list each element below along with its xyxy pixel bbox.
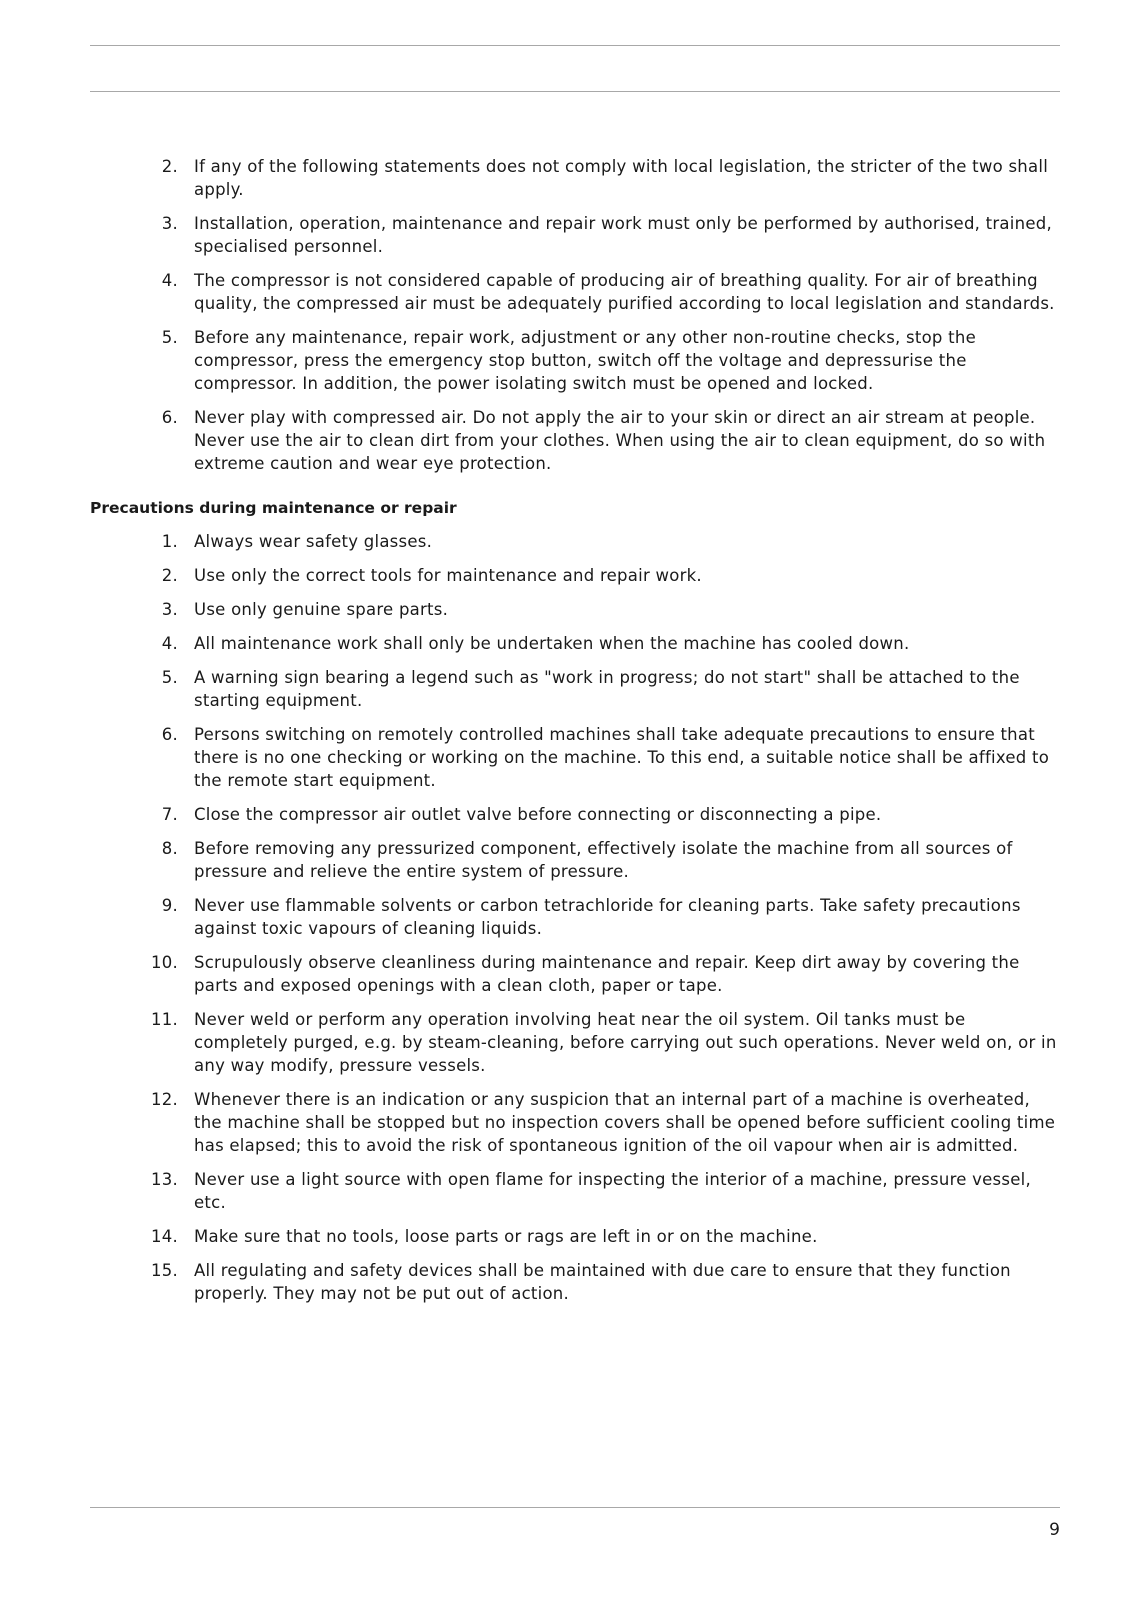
item-text: All maintenance work shall only be undertaken when the machine has cooled down. [194, 634, 910, 653]
item-text: Installation, operation, maintenance and repair work must only be performed by authorised, trained, specialised personnel. [194, 214, 1052, 256]
list-item [90, 1259, 1060, 1305]
item-number: 5. [161, 668, 178, 687]
item-text: If any of the following statements does not comply with local legislation, the stricter of the two shall apply. [194, 157, 1049, 199]
item-text: Close the compressor air outlet valve before connecting or disconnecting a pipe. [194, 805, 882, 824]
list-item [90, 406, 1060, 475]
item-number: 5. [161, 328, 178, 347]
list-item [90, 837, 1060, 883]
page-number: 9 [1049, 1520, 1060, 1540]
item-text: Before removing any pressurized component, effectively isolate the machine from all sources of pressure and relieve the entire system of pressure. [194, 839, 1013, 881]
document-body [90, 155, 1060, 1316]
item-number: 4. [161, 271, 178, 290]
item-text: Persons switching on remotely controlled machines shall take adequate precautions to ensure that there is no one checking or working on the machine. To this end, a suitable notice shall be affixed to the remote start equipment. [194, 725, 1050, 790]
item-text: Never weld or perform any operation involving heat near the oil system. Oil tanks must be completely purged, e.g. by steam-cleaning, before carrying out such operations. Never weld on, or in any way modify, pressure vessels. [194, 1010, 1057, 1075]
item-number: 13. [151, 1170, 178, 1189]
item-number: 3. [161, 214, 178, 233]
item-number: 9. [161, 896, 178, 915]
section-heading: Precautions during maintenance or repair [90, 499, 457, 517]
precautions-list [90, 530, 1060, 1305]
item-text: Use only genuine spare parts. [194, 600, 449, 619]
item-text: Never play with compressed air. Do not apply the air to your skin or direct an air stream at people. Never use the air to clean dirt from your clothes. When using the air to clean equipment, do so with extreme caution and wear eye protection. [194, 408, 1046, 473]
header-rule-top [90, 45, 1060, 46]
list-item [90, 530, 1060, 553]
item-text: Never use flammable solvents or carbon tetrachloride for cleaning parts. Take safety precautions against toxic vapours of cleaning liquids. [194, 896, 1021, 938]
list-item [90, 951, 1060, 997]
list-item [90, 1088, 1060, 1157]
item-number: 15. [151, 1261, 178, 1280]
list-item [90, 326, 1060, 395]
header-rule-bottom [90, 91, 1060, 92]
item-text: The compressor is not considered capable of producing air of breathing quality. For air of breathing quality, the compressed air must be adequately purified according to local legislation and standards. [194, 271, 1055, 313]
list-item [90, 723, 1060, 792]
footer-rule [90, 1507, 1060, 1508]
item-text: Before any maintenance, repair work, adjustment or any other non-routine checks, stop the compressor, press the emergency stop button, switch off the voltage and depressurise the compressor. In addition, the power isolating switch must be opened and locked. [194, 328, 976, 393]
item-number: 7. [161, 805, 178, 824]
item-text: A warning sign bearing a legend such as "work in progress; do not start" shall be attached to the starting equipment. [194, 668, 1020, 710]
list-item [90, 1168, 1060, 1214]
list-item [90, 155, 1060, 201]
item-number: 12. [151, 1090, 178, 1109]
item-number: 3. [161, 600, 178, 619]
item-number: 4. [161, 634, 178, 653]
item-number: 2. [161, 157, 178, 176]
list-item [90, 564, 1060, 587]
item-text: Always wear safety glasses. [194, 532, 433, 551]
item-number: 8. [161, 839, 178, 858]
item-text: All regulating and safety devices shall be maintained with due care to ensure that they function properly. They may not be put out of action. [194, 1261, 1011, 1303]
list-item [90, 212, 1060, 258]
item-number: 10. [151, 953, 178, 972]
intro-list [90, 155, 1060, 475]
item-number: 2. [161, 566, 178, 585]
item-number: 1. [161, 532, 178, 551]
list-item [90, 803, 1060, 826]
item-number: 14. [151, 1227, 178, 1246]
list-item [90, 269, 1060, 315]
item-number: 11. [151, 1010, 178, 1029]
list-item [90, 1225, 1060, 1248]
list-item [90, 894, 1060, 940]
item-text: Scrupulously observe cleanliness during maintenance and repair. Keep dirt away by covering the parts and exposed openings with a clean cloth, paper or tape. [194, 953, 1020, 995]
list-item [90, 666, 1060, 712]
item-number: 6. [161, 725, 178, 744]
list-item [90, 1008, 1060, 1077]
item-text: Make sure that no tools, loose parts or rags are left in or on the machine. [194, 1227, 818, 1246]
item-number: 6. [161, 408, 178, 427]
list-item [90, 598, 1060, 621]
item-text: Whenever there is an indication or any suspicion that an internal part of a machine is overheated, the machine shall be stopped but no inspection covers shall be opened before sufficient cooling time has elapsed; this to avoid the risk of spontaneous ignition of the oil vapour when air is admitted. [194, 1090, 1056, 1155]
item-text: Never use a light source with open flame for inspecting the interior of a machine, pressure vessel, etc. [194, 1170, 1031, 1212]
item-text: Use only the correct tools for maintenance and repair work. [194, 566, 702, 585]
list-item [90, 632, 1060, 655]
